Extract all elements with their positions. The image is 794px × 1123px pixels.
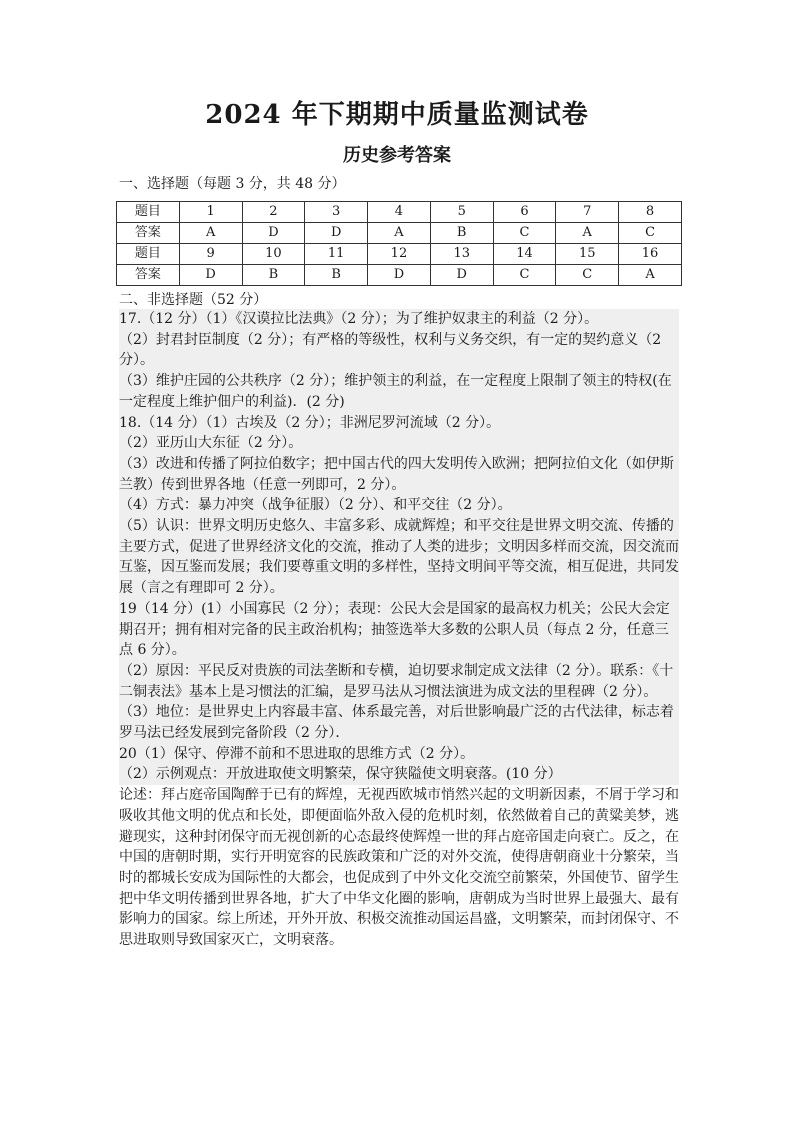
section-heading-choice: 一、选择题（每题 3 分，共 48 分） xyxy=(119,176,346,192)
answer-paragraph: （2）封君封臣制度（2 分）；有严格的等级性，权利与义务交织，有一定的契约意义（2 分）。 xyxy=(119,330,679,371)
table-cell: 7 xyxy=(556,202,619,223)
table-cell: D xyxy=(430,265,493,286)
table-cell: A xyxy=(368,223,431,244)
table-row xyxy=(117,244,682,265)
answer-paragraph: （2）原因：平民反对贵族的司法垄断和专横，迫切要求制定成文法律（2 分）。联系：《十二铜表法》基本上是习惯法的汇编，是罗马法从习惯法演进为成文法的里程碑（2 分）。 xyxy=(119,661,679,702)
table-cell: 10 xyxy=(242,244,305,265)
answer-paragraph: （2）亚历山大东征（2 分）。 xyxy=(119,433,679,454)
table-cell: 9 xyxy=(179,244,242,265)
answer-paragraph: 论述：拜占庭帝国陶醉于已有的辉煌，无视西欧城市悄然兴起的文明新因素，不屑于学习和吸收其他文明的优点和长处，即便面临外敌入侵的危机时刻，依然做着自己的黄粱美梦，逃避现实，这种封闭保守而无视创新的心态最终使辉煌一世的拜占庭帝国走向衰亡。反之，在中国的唐朝时期，实行开明宽容的民族政策和广泛的对外交流，使得唐朝商业十分繁荣，当时的都城长安成为国际性的大都会，也促成到了中外文化交流空前繁荣，外国使节、留学生把中华文明传播到世界各地，扩大了中华文化圈的影响，唐朝成为当时世界上最强大、最有影响力的国家。综上所述，开外开放、积极交流推动国运昌盛，文明繁荣，而封闭保守、不思进取则导致国家灭亡，文明衰落。 xyxy=(119,787,679,949)
table-cell: 8 xyxy=(619,202,682,223)
answer-paragraph: 20（1）保守、停滞不前和不思进取的思维方式（2 分）。 xyxy=(119,744,679,765)
table-cell: 14 xyxy=(493,244,556,265)
table-cell: B xyxy=(242,265,305,286)
table-cell: A xyxy=(556,223,619,244)
table-cell: 题目 xyxy=(117,244,180,265)
table-cell: C xyxy=(493,265,556,286)
answer-paragraph: （3）维护庄园的公共秩序（2 分）；维护领主的利益，在一定程度上限制了领主的特权(在一定程度上维护佃户的利益)．(2 分) xyxy=(119,371,679,412)
table-cell: 1 xyxy=(179,202,242,223)
table-cell: C xyxy=(556,265,619,286)
table-cell: D xyxy=(368,265,431,286)
table-cell: B xyxy=(305,265,368,286)
table-cell: 6 xyxy=(493,202,556,223)
table-cell: A xyxy=(179,223,242,244)
table-cell: 15 xyxy=(556,244,619,265)
table-cell: C xyxy=(493,223,556,244)
table-row xyxy=(117,265,682,286)
table-cell: 16 xyxy=(619,244,682,265)
answer-paragraph: （4）方式：暴力冲突（战争征服）（2 分）、和平交往（2 分）。 xyxy=(119,495,679,516)
answer-paragraph: （3）改进和传播了阿拉伯数字；把中国古代的四大发明传入欧洲；把阿拉伯文化（如伊斯兰教）传到世界各地（任意一列即可，2 分）。 xyxy=(119,454,679,495)
table-cell: 11 xyxy=(305,244,368,265)
table-cell: 答案 xyxy=(117,223,180,244)
table-cell: 3 xyxy=(305,202,368,223)
answer-table xyxy=(116,201,682,286)
page-title: 2024 年下期期中质量监测试卷 xyxy=(205,100,589,130)
answer-paragraph: 17.（12 分）（1）《汉谟拉比法典》（2 分）；为了维护奴隶主的利益（2 分）。 xyxy=(119,309,679,330)
table-cell: A xyxy=(619,265,682,286)
answer-content xyxy=(119,309,679,951)
table-cell: B xyxy=(430,223,493,244)
table-cell: 13 xyxy=(430,244,493,265)
table-cell: 5 xyxy=(430,202,493,223)
answer-paragraph: （2）示例观点：开放进取使文明繁荣，保守狭隘使文明衰落。(10 分） xyxy=(119,764,679,785)
answer-paragraph: 19（14 分）(1）小国寡民（2 分）；表现：公民大会是国家的最高权力机关；公民大会定期召开；拥有相对完备的民主政治机构；抽签选举大多数的公职人员（每点 2 分，任意三点 6 分）。 xyxy=(119,599,679,661)
table-cell: 2 xyxy=(242,202,305,223)
table-cell: 12 xyxy=(368,244,431,265)
table-row xyxy=(117,223,682,244)
table-cell: 答案 xyxy=(117,265,180,286)
page-subtitle: 历史参考答案 xyxy=(343,145,451,166)
section-heading-non-choice: 二、非选择题（52 分） xyxy=(119,292,268,308)
table-cell: 题目 xyxy=(117,202,180,223)
table-cell: D xyxy=(305,223,368,244)
answer-paragraph: （3）地位：是世界史上内容最丰富、体系最完善，对后世影响最广泛的古代法律，标志着罗马法已经发展到完备阶段（2 分）． xyxy=(119,702,679,743)
answer-paragraph: （5）认识：世界文明历史悠久、丰富多彩、成就辉煌；和平交往是世界文明交流、传播的主要方式，促进了世界经济文化的交流，推动了人类的进步；文明因多样而交流，因交流而互鉴，因互鉴而发展；我们要尊重文明的多样性，坚持文明间平等交流，相互促进，共同发展（言之有理即可 2 分）。 xyxy=(119,516,679,599)
answer-paragraph: 18.（14 分）（1）古埃及（2 分）；非洲尼罗河流域（2 分）。 xyxy=(119,413,679,434)
table-cell: D xyxy=(179,265,242,286)
table-cell: D xyxy=(242,223,305,244)
table-cell: C xyxy=(619,223,682,244)
table-cell: 4 xyxy=(368,202,431,223)
table-row xyxy=(117,202,682,223)
